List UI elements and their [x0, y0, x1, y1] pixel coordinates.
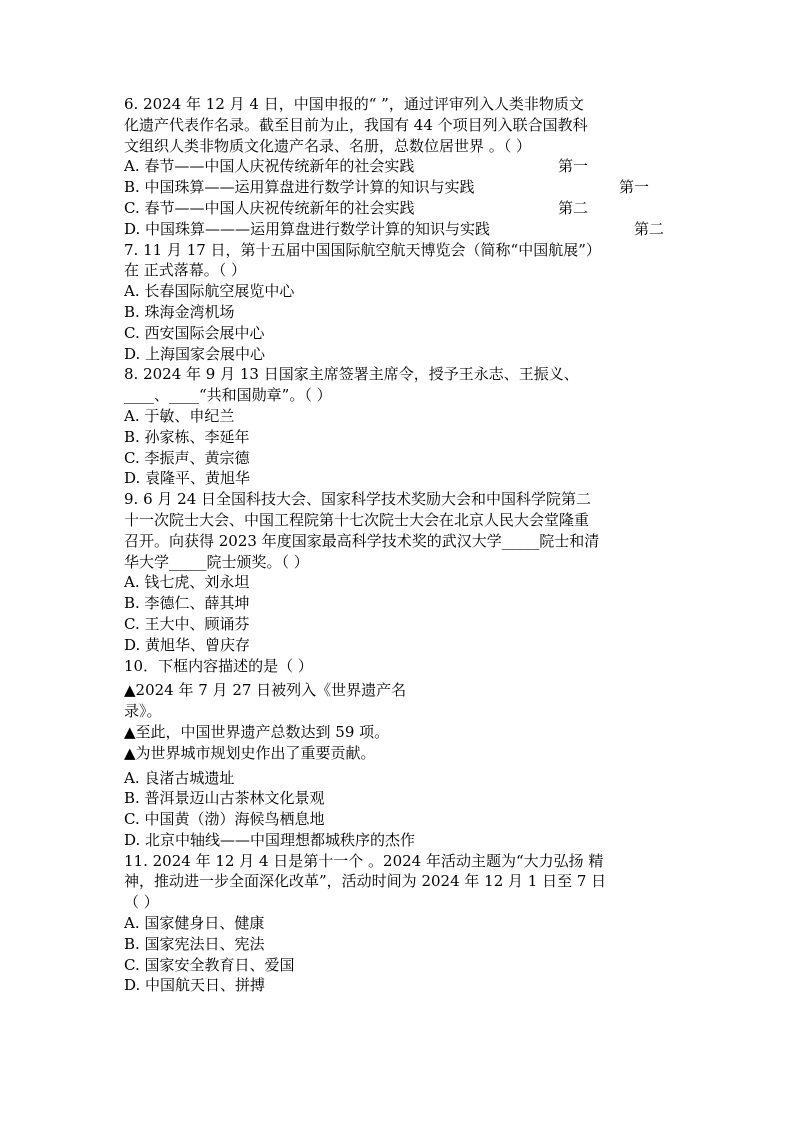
question-11-option-c: C. 国家安全教育日、爱国 — [124, 955, 295, 974]
question-6-stem-line-1: 6. 2024 年 12 月 4 日，中国申报的“ ”，通过评审列入人类非物质文 — [124, 95, 584, 113]
question-11 — [124, 851, 694, 997]
question-7-stem-line-1: 7. 11 月 17 日，第十五届中国国际航空航天博览会（简称“中国航展”） — [124, 240, 601, 259]
question-10-option-b: B. 普洱景迈山古茶林文化景观 — [124, 789, 325, 808]
question-9-stem-line-3: 召开。向获得 2023 年度国家最高科学技术奖的武汉大学_____院士和清 — [124, 531, 600, 550]
option-tail: 第一 — [619, 178, 650, 197]
question-11-option-a: A. 国家健身日、健康 — [124, 914, 265, 933]
option-text: A. 春节——中国人庆祝传统新年的社会实践 — [124, 157, 415, 176]
question-7-option-d: D. 上海国家会展中心 — [124, 344, 266, 363]
question-7-option-a: A. 长春国际航空展览中心 — [124, 282, 295, 301]
info-box-line-3: ▲至此，中国世界遗产总数达到 59 项。 — [124, 722, 390, 741]
question-9 — [124, 489, 694, 655]
question-10 — [124, 656, 694, 851]
question-11-stem-line-3: （ ） — [124, 893, 159, 912]
info-box-line-4: ▲为世界城市规划史作出了重要贡献。 — [124, 743, 376, 762]
question-6-option-d — [124, 219, 694, 240]
question-7 — [124, 240, 694, 365]
question-6-stem-line-2: 化遗产代表作名录。截至目前为止，我国有 44 个项目列入联合国教科 — [124, 115, 588, 134]
option-text: C. 春节——中国人庆祝传统新年的社会实践 — [124, 198, 415, 217]
question-11-option-b: B. 国家宪法日、宪法 — [124, 934, 265, 953]
question-8-option-c: C. 李振声、黄宗德 — [124, 448, 250, 467]
question-9-option-c: C. 王大中、顾诵芬 — [124, 614, 250, 633]
question-10-option-d: D. 北京中轴线——中国理想都城秩序的杰作 — [124, 830, 416, 849]
question-6-option-a — [124, 156, 694, 177]
question-6-option-b — [124, 177, 694, 198]
question-8-stem-line-2: ____、____“共和国勋章”。（ ） — [124, 386, 332, 405]
question-10-option-c: C. 中国黄（渤）海候鸟栖息地 — [124, 810, 325, 829]
option-tail: 第二 — [634, 219, 665, 238]
question-7-stem-line-2: 在 正式落幕。（ ） — [124, 261, 247, 280]
question-9-stem-line-4: 华大学_____院士颁奖。（ ） — [124, 552, 309, 571]
question-8-stem-line-1: 8. 2024 年 9 月 13 日国家主席签署主席令，授予王永志、王振义、 — [124, 365, 579, 384]
question-6-option-c — [124, 198, 694, 219]
question-11-option-d: D. 中国航天日、拼搏 — [124, 976, 266, 995]
option-tail: 第一 — [558, 157, 589, 176]
question-10-info-box — [124, 680, 694, 763]
question-9-option-a: A. 钱七虎、刘永坦 — [124, 573, 250, 592]
question-8-option-d: D. 袁隆平、黄旭华 — [124, 469, 251, 488]
question-6-stem-line-3: 文组织人类非物质文化遗产名录、名册，总数位居世界 。（ ） — [124, 136, 532, 155]
info-box-line-1: ▲2024 年 7 月 27 日被列入《世界遗产名 — [124, 681, 407, 700]
question-8 — [124, 364, 694, 489]
question-8-option-b: B. 孙家栋、李延年 — [124, 427, 250, 446]
question-9-option-d: D. 黄旭华、曾庆存 — [124, 635, 251, 654]
question-11-stem-line-2: 神，推动进一步全面深化改革”，活动时间为 2024 年 12 月 1 日至 7 日 — [124, 872, 607, 891]
question-10-stem: 10．下框内容描述的是（ ） — [124, 656, 313, 675]
question-7-option-c: C. 西安国际会展中心 — [124, 323, 265, 342]
info-box-line-2: 录》。 — [124, 702, 162, 721]
option-tail: 第二 — [558, 198, 589, 217]
question-7-option-b: B. 珠海金湾机场 — [124, 302, 235, 321]
option-text: B. 中国珠算——运用算盘进行数学计算的知识与实践 — [124, 178, 475, 197]
question-9-stem-line-2: 十一次院士大会、中国工程院第十七次院士大会在北京人民大会堂隆重 — [124, 510, 590, 529]
question-11-stem-line-1: 11. 2024 年 12 月 4 日是第十一个 。2024 年活动主题为“大力弘扬 精 — [124, 851, 604, 870]
question-9-option-b: B. 李德仁、薛其坤 — [124, 594, 250, 613]
question-10-option-a: A. 良渚古城遗址 — [124, 768, 235, 787]
question-9-stem-line-1: 9. 6 月 24 日全国科技大会、国家科学技术奖励大会和中国科学院第二 — [124, 490, 592, 509]
option-text: D. 中国珠算———运用算盘进行数学计算的知识与实践 — [124, 219, 491, 238]
question-8-option-a: A. 于敏、申纪兰 — [124, 406, 235, 425]
question-6 — [124, 94, 694, 240]
document-page — [124, 94, 694, 996]
